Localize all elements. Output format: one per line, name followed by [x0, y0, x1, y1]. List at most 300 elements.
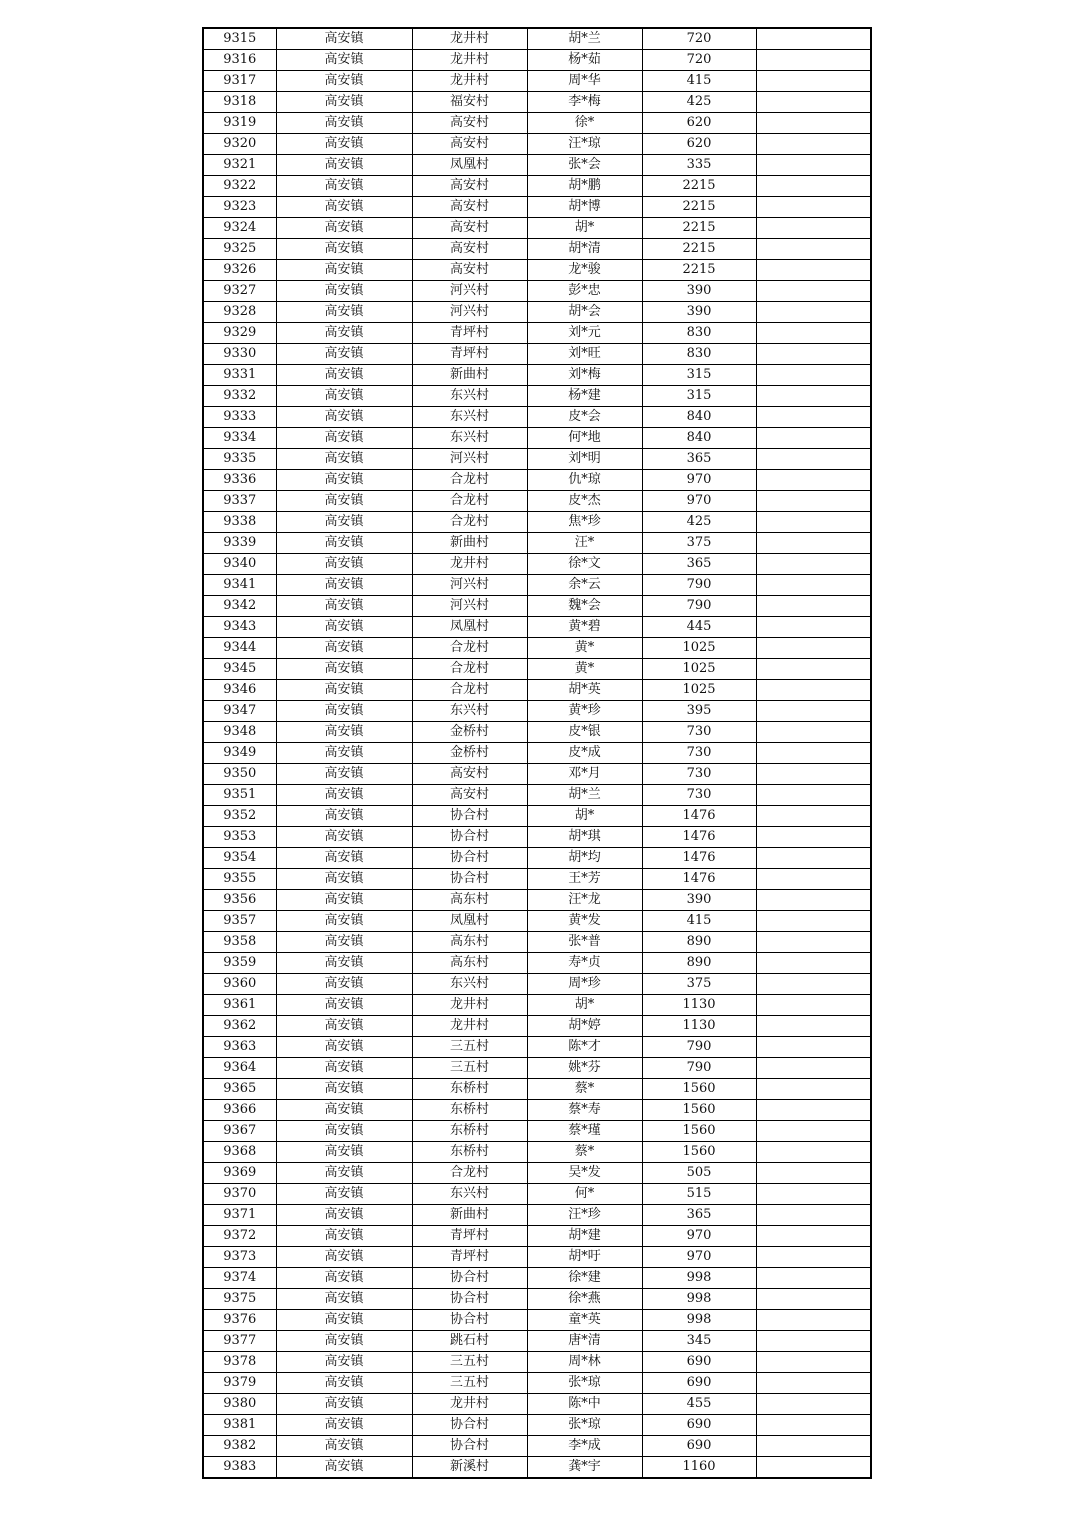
village-cell: 高安村	[412, 113, 527, 134]
record-id-cell: 9353	[203, 827, 276, 848]
amount-cell: 375	[642, 533, 756, 554]
record-id-cell: 9354	[203, 848, 276, 869]
note-cell	[756, 428, 871, 449]
record-id-cell: 9329	[203, 323, 276, 344]
town-cell: 高安镇	[276, 1079, 412, 1100]
table-row	[203, 1415, 871, 1436]
village-cell: 协合村	[412, 1436, 527, 1457]
table-row	[203, 50, 871, 71]
table-row	[203, 890, 871, 911]
table-row	[203, 113, 871, 134]
note-cell	[756, 1184, 871, 1205]
name-cell: 徐*建	[527, 1268, 642, 1289]
village-cell: 河兴村	[412, 302, 527, 323]
name-cell: 胡*	[527, 218, 642, 239]
amount-cell: 620	[642, 134, 756, 155]
town-cell: 高安镇	[276, 890, 412, 911]
note-cell	[756, 1079, 871, 1100]
note-cell	[756, 218, 871, 239]
village-cell: 龙井村	[412, 1394, 527, 1415]
name-cell: 刘*梅	[527, 365, 642, 386]
table-row	[203, 1247, 871, 1268]
town-cell: 高安镇	[276, 617, 412, 638]
name-cell: 周*华	[527, 71, 642, 92]
town-cell: 高安镇	[276, 302, 412, 323]
amount-cell: 890	[642, 953, 756, 974]
name-cell: 刘*元	[527, 323, 642, 344]
amount-cell: 730	[642, 785, 756, 806]
town-cell: 高安镇	[276, 28, 412, 50]
village-cell: 新曲村	[412, 365, 527, 386]
name-cell: 何*地	[527, 428, 642, 449]
record-id-cell: 9345	[203, 659, 276, 680]
town-cell: 高安镇	[276, 386, 412, 407]
record-id-cell: 9382	[203, 1436, 276, 1457]
name-cell: 汪*琼	[527, 134, 642, 155]
village-cell: 东桥村	[412, 1121, 527, 1142]
record-id-cell: 9361	[203, 995, 276, 1016]
table-row	[203, 953, 871, 974]
village-cell: 龙井村	[412, 554, 527, 575]
table-row	[203, 995, 871, 1016]
name-cell: 张*普	[527, 932, 642, 953]
town-cell: 高安镇	[276, 1016, 412, 1037]
table-row	[203, 1205, 871, 1226]
amount-cell: 690	[642, 1373, 756, 1394]
record-id-cell: 9351	[203, 785, 276, 806]
note-cell	[756, 71, 871, 92]
note-cell	[756, 1415, 871, 1436]
table-row	[203, 28, 871, 50]
name-cell: 黄*发	[527, 911, 642, 932]
amount-cell: 1560	[642, 1142, 756, 1163]
note-cell	[756, 1247, 871, 1268]
village-cell: 龙井村	[412, 995, 527, 1016]
note-cell	[756, 302, 871, 323]
village-cell: 东兴村	[412, 407, 527, 428]
table-row	[203, 218, 871, 239]
table-row	[203, 512, 871, 533]
village-cell: 合龙村	[412, 659, 527, 680]
village-cell: 东兴村	[412, 386, 527, 407]
note-cell	[756, 1205, 871, 1226]
note-cell	[756, 512, 871, 533]
amount-cell: 315	[642, 386, 756, 407]
village-cell: 合龙村	[412, 680, 527, 701]
amount-cell: 1130	[642, 1016, 756, 1037]
note-cell	[756, 1163, 871, 1184]
note-cell	[756, 365, 871, 386]
note-cell	[756, 1331, 871, 1352]
record-id-cell: 9348	[203, 722, 276, 743]
note-cell	[756, 806, 871, 827]
record-id-cell: 9352	[203, 806, 276, 827]
amount-cell: 830	[642, 323, 756, 344]
record-id-cell: 9378	[203, 1352, 276, 1373]
table-row	[203, 1226, 871, 1247]
record-id-cell: 9344	[203, 638, 276, 659]
note-cell	[756, 1310, 871, 1331]
table-row	[203, 1373, 871, 1394]
town-cell: 高安镇	[276, 827, 412, 848]
note-cell	[756, 869, 871, 890]
note-cell	[756, 1037, 871, 1058]
note-cell	[756, 1142, 871, 1163]
amount-cell: 390	[642, 890, 756, 911]
amount-cell: 730	[642, 722, 756, 743]
amount-cell: 415	[642, 71, 756, 92]
village-cell: 龙井村	[412, 28, 527, 50]
name-cell: 龚*宇	[527, 1457, 642, 1479]
table-row	[203, 239, 871, 260]
note-cell	[756, 28, 871, 50]
village-cell: 合龙村	[412, 470, 527, 491]
note-cell	[756, 1373, 871, 1394]
amount-cell: 998	[642, 1310, 756, 1331]
note-cell	[756, 638, 871, 659]
town-cell: 高安镇	[276, 1100, 412, 1121]
town-cell: 高安镇	[276, 470, 412, 491]
town-cell: 高安镇	[276, 995, 412, 1016]
name-cell: 寿*贞	[527, 953, 642, 974]
village-cell: 新溪村	[412, 1457, 527, 1479]
amount-cell: 345	[642, 1331, 756, 1352]
amount-cell: 315	[642, 365, 756, 386]
village-cell: 青坪村	[412, 1226, 527, 1247]
town-cell: 高安镇	[276, 1247, 412, 1268]
table-body	[203, 28, 871, 1478]
name-cell: 胡*会	[527, 302, 642, 323]
amount-cell: 505	[642, 1163, 756, 1184]
table-row	[203, 302, 871, 323]
table-row	[203, 260, 871, 281]
amount-cell: 998	[642, 1289, 756, 1310]
name-cell: 魏*会	[527, 596, 642, 617]
table-row	[203, 722, 871, 743]
name-cell: 黄*	[527, 638, 642, 659]
village-cell: 协合村	[412, 827, 527, 848]
name-cell: 皮*成	[527, 743, 642, 764]
note-cell	[756, 491, 871, 512]
amount-cell: 390	[642, 281, 756, 302]
record-id-cell: 9330	[203, 344, 276, 365]
note-cell	[756, 1436, 871, 1457]
note-cell	[756, 1268, 871, 1289]
town-cell: 高安镇	[276, 197, 412, 218]
village-cell: 合龙村	[412, 491, 527, 512]
village-cell: 河兴村	[412, 281, 527, 302]
record-id-cell: 9325	[203, 239, 276, 260]
amount-cell: 720	[642, 50, 756, 71]
village-cell: 金桥村	[412, 722, 527, 743]
record-id-cell: 9332	[203, 386, 276, 407]
note-cell	[756, 596, 871, 617]
document-sheet	[202, 27, 870, 1479]
village-cell: 高安村	[412, 260, 527, 281]
note-cell	[756, 1289, 871, 1310]
town-cell: 高安镇	[276, 1205, 412, 1226]
village-cell: 高安村	[412, 197, 527, 218]
amount-cell: 720	[642, 28, 756, 50]
amount-cell: 2215	[642, 218, 756, 239]
village-cell: 高安村	[412, 218, 527, 239]
record-id-cell: 9383	[203, 1457, 276, 1479]
name-cell: 黄*珍	[527, 701, 642, 722]
record-id-cell: 9356	[203, 890, 276, 911]
name-cell: 徐*文	[527, 554, 642, 575]
town-cell: 高安镇	[276, 1331, 412, 1352]
record-id-cell: 9327	[203, 281, 276, 302]
village-cell: 东兴村	[412, 1184, 527, 1205]
name-cell: 徐*燕	[527, 1289, 642, 1310]
record-id-cell: 9374	[203, 1268, 276, 1289]
record-id-cell: 9359	[203, 953, 276, 974]
note-cell	[756, 533, 871, 554]
town-cell: 高安镇	[276, 71, 412, 92]
name-cell: 王*芳	[527, 869, 642, 890]
town-cell: 高安镇	[276, 344, 412, 365]
record-id-cell: 9350	[203, 764, 276, 785]
record-id-cell: 9337	[203, 491, 276, 512]
amount-cell: 415	[642, 911, 756, 932]
record-id-cell: 9349	[203, 743, 276, 764]
table-row	[203, 701, 871, 722]
name-cell: 蔡*	[527, 1142, 642, 1163]
table-row	[203, 1331, 871, 1352]
amount-cell: 890	[642, 932, 756, 953]
table-row	[203, 71, 871, 92]
village-cell: 河兴村	[412, 449, 527, 470]
amount-cell: 620	[642, 113, 756, 134]
village-cell: 三五村	[412, 1037, 527, 1058]
table-row	[203, 323, 871, 344]
village-cell: 协合村	[412, 869, 527, 890]
name-cell: 刘*旺	[527, 344, 642, 365]
record-id-cell: 9315	[203, 28, 276, 50]
village-cell: 三五村	[412, 1058, 527, 1079]
town-cell: 高安镇	[276, 1436, 412, 1457]
table-row	[203, 1394, 871, 1415]
note-cell	[756, 92, 871, 113]
town-cell: 高安镇	[276, 365, 412, 386]
table-row	[203, 869, 871, 890]
amount-cell: 970	[642, 491, 756, 512]
name-cell: 胡*	[527, 995, 642, 1016]
record-id-cell: 9368	[203, 1142, 276, 1163]
amount-cell: 790	[642, 596, 756, 617]
amount-cell: 840	[642, 407, 756, 428]
note-cell	[756, 1394, 871, 1415]
amount-cell: 1476	[642, 806, 756, 827]
note-cell	[756, 134, 871, 155]
town-cell: 高安镇	[276, 50, 412, 71]
record-id-cell: 9357	[203, 911, 276, 932]
table-row	[203, 1268, 871, 1289]
name-cell: 汪*珍	[527, 1205, 642, 1226]
note-cell	[756, 386, 871, 407]
amount-cell: 690	[642, 1415, 756, 1436]
name-cell: 周*林	[527, 1352, 642, 1373]
town-cell: 高安镇	[276, 176, 412, 197]
note-cell	[756, 701, 871, 722]
amount-cell: 830	[642, 344, 756, 365]
table-row	[203, 1310, 871, 1331]
record-id-cell: 9381	[203, 1415, 276, 1436]
record-id-cell: 9362	[203, 1016, 276, 1037]
amount-cell: 425	[642, 512, 756, 533]
name-cell: 胡*博	[527, 197, 642, 218]
record-id-cell: 9373	[203, 1247, 276, 1268]
village-cell: 河兴村	[412, 575, 527, 596]
record-id-cell: 9371	[203, 1205, 276, 1226]
village-cell: 协合村	[412, 1268, 527, 1289]
amount-cell: 365	[642, 449, 756, 470]
record-id-cell: 9366	[203, 1100, 276, 1121]
village-cell: 协合村	[412, 1415, 527, 1436]
town-cell: 高安镇	[276, 1415, 412, 1436]
table-row	[203, 1289, 871, 1310]
record-id-cell: 9340	[203, 554, 276, 575]
village-cell: 高东村	[412, 890, 527, 911]
town-cell: 高安镇	[276, 1037, 412, 1058]
table-row	[203, 344, 871, 365]
town-cell: 高安镇	[276, 701, 412, 722]
table-row	[203, 1100, 871, 1121]
town-cell: 高安镇	[276, 869, 412, 890]
table-row	[203, 407, 871, 428]
village-cell: 福安村	[412, 92, 527, 113]
table-row	[203, 1436, 871, 1457]
name-cell: 何*	[527, 1184, 642, 1205]
village-cell: 高安村	[412, 764, 527, 785]
record-id-cell: 9380	[203, 1394, 276, 1415]
town-cell: 高安镇	[276, 512, 412, 533]
note-cell	[756, 50, 871, 71]
note-cell	[756, 995, 871, 1016]
town-cell: 高安镇	[276, 239, 412, 260]
record-id-cell: 9343	[203, 617, 276, 638]
village-cell: 龙井村	[412, 71, 527, 92]
amount-cell: 335	[642, 155, 756, 176]
name-cell: 胡*清	[527, 239, 642, 260]
table-row	[203, 1184, 871, 1205]
village-cell: 青坪村	[412, 344, 527, 365]
table-row	[203, 386, 871, 407]
amount-cell: 790	[642, 1058, 756, 1079]
town-cell: 高安镇	[276, 575, 412, 596]
record-id-cell: 9370	[203, 1184, 276, 1205]
table-row	[203, 134, 871, 155]
table-row	[203, 806, 871, 827]
town-cell: 高安镇	[276, 1226, 412, 1247]
town-cell: 高安镇	[276, 1394, 412, 1415]
town-cell: 高安镇	[276, 974, 412, 995]
table-row	[203, 1016, 871, 1037]
amount-cell: 375	[642, 974, 756, 995]
village-cell: 高东村	[412, 953, 527, 974]
village-cell: 东桥村	[412, 1100, 527, 1121]
note-cell	[756, 722, 871, 743]
table-row	[203, 1079, 871, 1100]
town-cell: 高安镇	[276, 659, 412, 680]
note-cell	[756, 974, 871, 995]
table-row	[203, 932, 871, 953]
town-cell: 高安镇	[276, 155, 412, 176]
record-id-cell: 9376	[203, 1310, 276, 1331]
amount-cell: 970	[642, 1226, 756, 1247]
record-id-cell: 9328	[203, 302, 276, 323]
town-cell: 高安镇	[276, 806, 412, 827]
record-id-cell: 9324	[203, 218, 276, 239]
record-id-cell: 9364	[203, 1058, 276, 1079]
town-cell: 高安镇	[276, 428, 412, 449]
record-id-cell: 9367	[203, 1121, 276, 1142]
table-row	[203, 764, 871, 785]
amount-cell: 1476	[642, 848, 756, 869]
village-cell: 河兴村	[412, 596, 527, 617]
table-row	[203, 575, 871, 596]
name-cell: 张*会	[527, 155, 642, 176]
village-cell: 协合村	[412, 848, 527, 869]
record-id-cell: 9360	[203, 974, 276, 995]
town-cell: 高安镇	[276, 113, 412, 134]
name-cell: 胡*均	[527, 848, 642, 869]
town-cell: 高安镇	[276, 491, 412, 512]
record-id-cell: 9375	[203, 1289, 276, 1310]
note-cell	[756, 113, 871, 134]
amount-cell: 970	[642, 470, 756, 491]
record-id-cell: 9320	[203, 134, 276, 155]
table-row	[203, 197, 871, 218]
note-cell	[756, 911, 871, 932]
village-cell: 高安村	[412, 785, 527, 806]
town-cell: 高安镇	[276, 1121, 412, 1142]
note-cell	[756, 827, 871, 848]
village-cell: 新曲村	[412, 533, 527, 554]
table-row	[203, 365, 871, 386]
town-cell: 高安镇	[276, 1289, 412, 1310]
record-id-cell: 9318	[203, 92, 276, 113]
table-row	[203, 1163, 871, 1184]
note-cell	[756, 197, 871, 218]
note-cell	[756, 281, 871, 302]
village-cell: 东兴村	[412, 974, 527, 995]
table-row	[203, 491, 871, 512]
table-row	[203, 596, 871, 617]
note-cell	[756, 407, 871, 428]
record-id-cell: 9323	[203, 197, 276, 218]
note-cell	[756, 554, 871, 575]
town-cell: 高安镇	[276, 1310, 412, 1331]
amount-cell: 730	[642, 743, 756, 764]
table-row	[203, 533, 871, 554]
village-cell: 青坪村	[412, 1247, 527, 1268]
town-cell: 高安镇	[276, 1268, 412, 1289]
amount-cell: 1025	[642, 638, 756, 659]
record-id-cell: 9339	[203, 533, 276, 554]
amount-cell: 1025	[642, 659, 756, 680]
record-id-cell: 9326	[203, 260, 276, 281]
record-id-cell: 9336	[203, 470, 276, 491]
town-cell: 高安镇	[276, 680, 412, 701]
name-cell: 周*珍	[527, 974, 642, 995]
name-cell: 李*梅	[527, 92, 642, 113]
note-cell	[756, 449, 871, 470]
amount-cell: 390	[642, 302, 756, 323]
name-cell: 黄*	[527, 659, 642, 680]
record-id-cell: 9341	[203, 575, 276, 596]
table-row	[203, 92, 871, 113]
